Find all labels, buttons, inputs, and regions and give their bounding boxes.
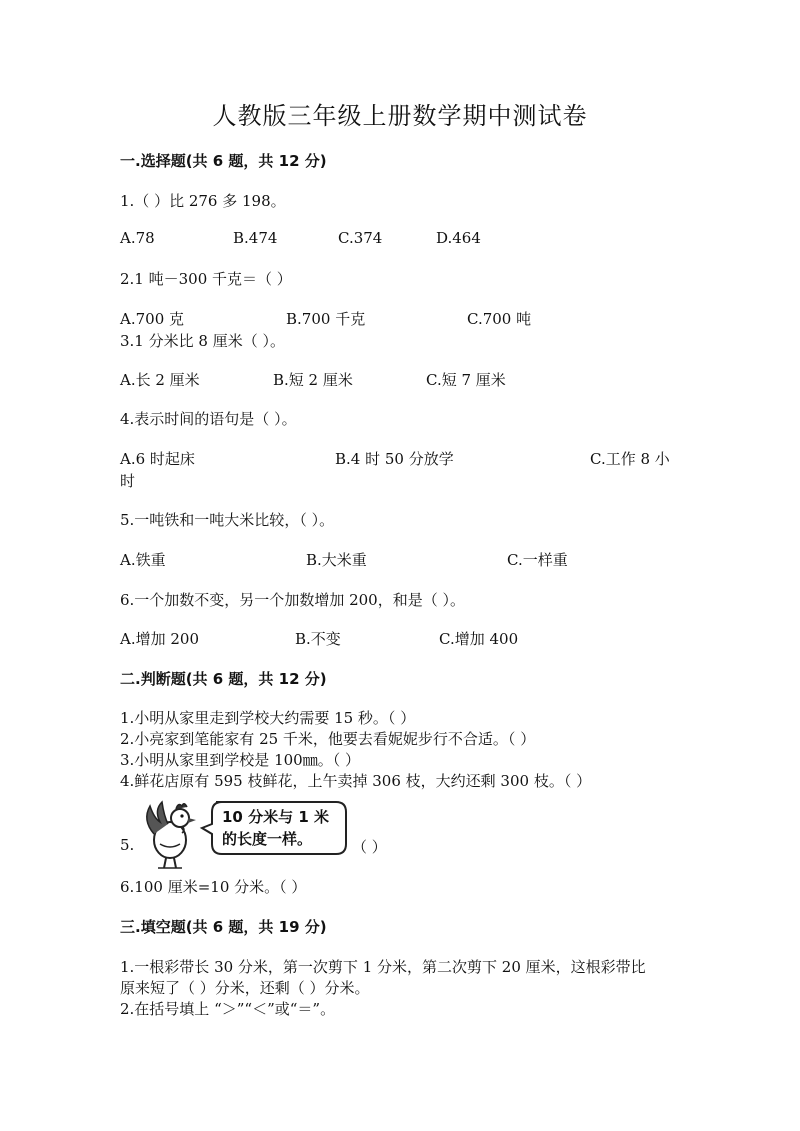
section-heading-judge: 二.判断题(共 6 题，共 12 分) bbox=[120, 670, 327, 688]
option: A.6 时起床 bbox=[120, 450, 195, 468]
option: A.700 克 bbox=[120, 310, 184, 328]
option: B.474 bbox=[233, 229, 278, 247]
option: D.464 bbox=[436, 229, 481, 247]
bubble-line-1: 10 分米与 1 米 bbox=[222, 808, 329, 826]
option: C.一样重 bbox=[507, 551, 568, 569]
option: B.不变 bbox=[295, 630, 341, 648]
fill-item-2: 2.在括号填上 “＞”“＜”或“＝”。 bbox=[120, 1000, 336, 1018]
fill-item-1-line1: 1.一根彩带长 30 分米，第一次剪下 1 分米，第二次剪下 20 厘米，这根彩带比 bbox=[120, 958, 646, 976]
judge-item-3: 3.小明从家里到学校是 100㎜。（ ） bbox=[120, 751, 360, 769]
fill-item-1-line2: 原来短了（ ）分米，还剩（ ）分米。 bbox=[120, 979, 370, 997]
option: C.工作 8 小 bbox=[590, 450, 670, 468]
question-5: 5.一吨铁和一吨大米比较，（ ）。 bbox=[120, 511, 335, 529]
option: B.大米重 bbox=[306, 551, 367, 569]
bubble-line-2: 的长度一样。 bbox=[222, 830, 313, 848]
section-heading-choice: 一.选择题(共 6 题，共 12 分) bbox=[120, 152, 327, 170]
judge-item-4: 4.鲜花店原有 595 枝鲜花，上午卖掉 306 枝，大约还剩 300 枝。（ ） bbox=[120, 772, 592, 790]
judge-item-6: 6.100 厘米=10 分米。（ ） bbox=[120, 878, 307, 896]
judge-item-5: 5. bbox=[120, 836, 135, 854]
rooster-illustration bbox=[140, 798, 350, 870]
option: C.短 7 厘米 bbox=[426, 371, 506, 389]
question-2: 2.1 吨－300 千克＝（ ） bbox=[120, 270, 292, 288]
option: A.铁重 bbox=[120, 551, 166, 569]
question-1: 1.（ ）比 276 多 198。 bbox=[120, 192, 286, 210]
option: B.700 千克 bbox=[286, 310, 366, 328]
question-6: 6.一个加数不变，另一个加数增加 200，和是（ ）。 bbox=[120, 591, 465, 609]
option: A.长 2 厘米 bbox=[120, 371, 200, 389]
judge-item-5-answer: （ ） bbox=[352, 838, 387, 856]
judge-item-2: 2.小亮家到笔能家有 25 千米，他要去看妮妮步行不合适。（ ） bbox=[120, 730, 536, 748]
option-wrap: 时 bbox=[120, 472, 136, 490]
option: C.增加 400 bbox=[439, 630, 519, 648]
option: C.374 bbox=[338, 229, 383, 247]
section-heading-fill: 三.填空题(共 6 题，共 19 分) bbox=[120, 918, 327, 936]
page-title: 人教版三年级上册数学期中测试卷 bbox=[212, 102, 588, 130]
option: B.4 时 50 分放学 bbox=[335, 450, 454, 468]
option: C.700 吨 bbox=[467, 310, 532, 328]
option: B.短 2 厘米 bbox=[273, 371, 353, 389]
question-4: 4.表示时间的语句是（ ）。 bbox=[120, 410, 297, 428]
question-3: 3.1 分米比 8 厘米（ ）。 bbox=[120, 332, 285, 350]
option: A.78 bbox=[120, 229, 155, 247]
judge-item-1: 1.小明从家里走到学校大约需要 15 秒。（ ） bbox=[120, 709, 416, 727]
option: A.增加 200 bbox=[120, 630, 199, 648]
